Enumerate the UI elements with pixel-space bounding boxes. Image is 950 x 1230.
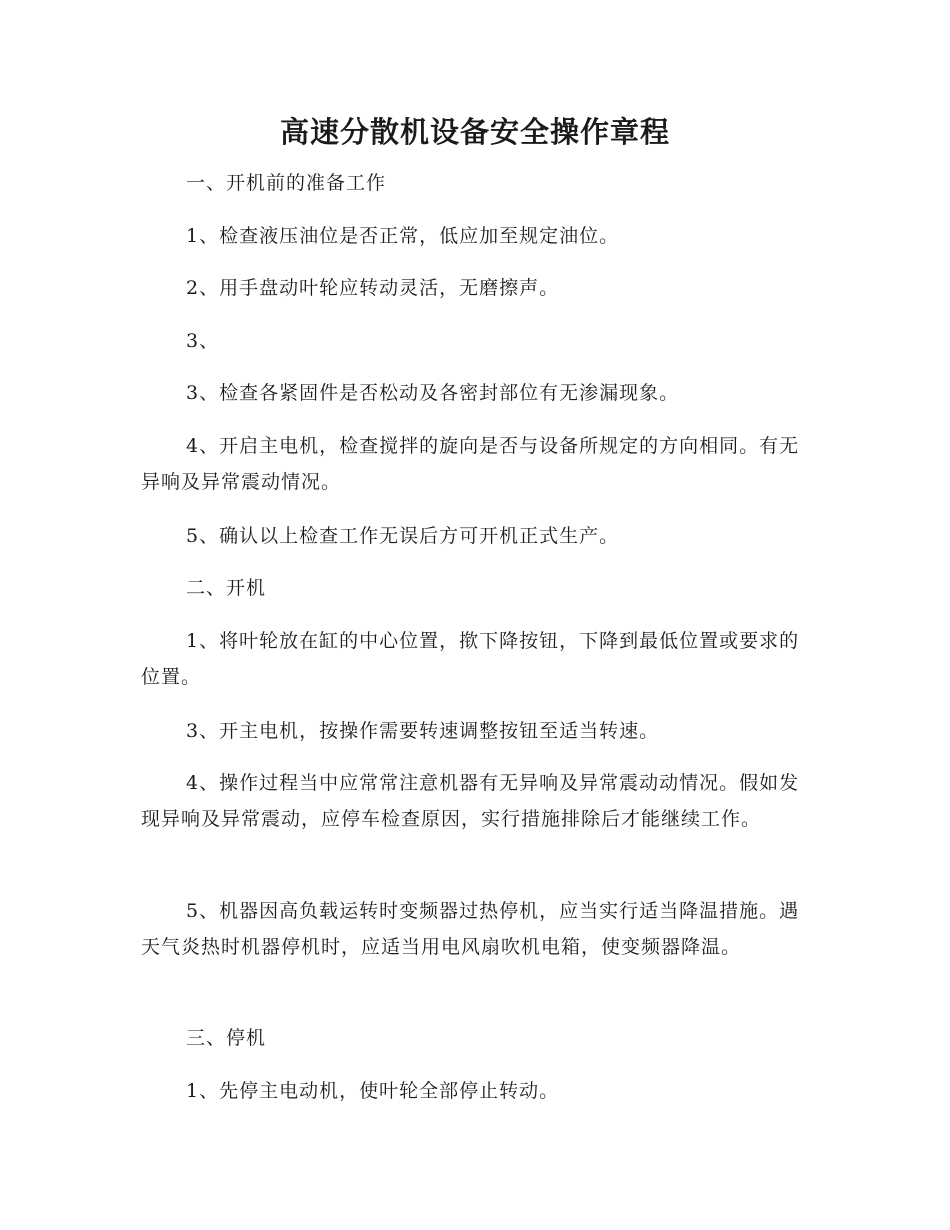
paragraph: 2、用手盘动叶轮应转动灵活，无磨擦声。 [186,277,560,299]
paragraph: 3、 [186,330,220,352]
section-heading-stop: 三、停机 [186,1027,267,1049]
paragraph: 4、操作过程当中应常常注意机器有无异响及异常震动动情况。假如发现异响及异常震动，应停车检查原因，实行措施排除后才能继续工作。 [141,772,800,830]
section-heading-start: 二、开机 [186,577,267,599]
paragraph: 5、确认以上检查工作无误后方可开机正式生产。 [186,525,620,547]
paragraph: 5、机器因高负载运转时变频器过热停机，应当实行适当降温措施。遇天气炎热时机器停机时，应适当用电风扇吹机电箱，使变频器降温。 [141,900,800,958]
paragraph: 1、检查液压油位是否正常，低应加至规定油位。 [186,225,620,247]
paragraph: 3、检查各紧固件是否松动及各密封部位有无渗漏现象。 [186,382,680,404]
paragraph: 3、开主电机，按操作需要转速调整按钮至适当转速。 [186,720,660,742]
paragraph: 4、开启主电机，检查搅拌的旋向是否与设备所规定的方向相同。有无异响及异常震动情况。 [141,435,800,493]
section-heading-prep: 一、开机前的准备工作 [186,172,387,194]
document-title: 高速分散机设备安全操作章程 [279,115,670,149]
paragraph: 1、先停主电动机，使叶轮全部停止转动。 [186,1080,560,1102]
paragraph: 1、将叶轮放在缸的中心位置，揿下降按钮，下降到最低位置或要求的位置。 [141,630,800,688]
